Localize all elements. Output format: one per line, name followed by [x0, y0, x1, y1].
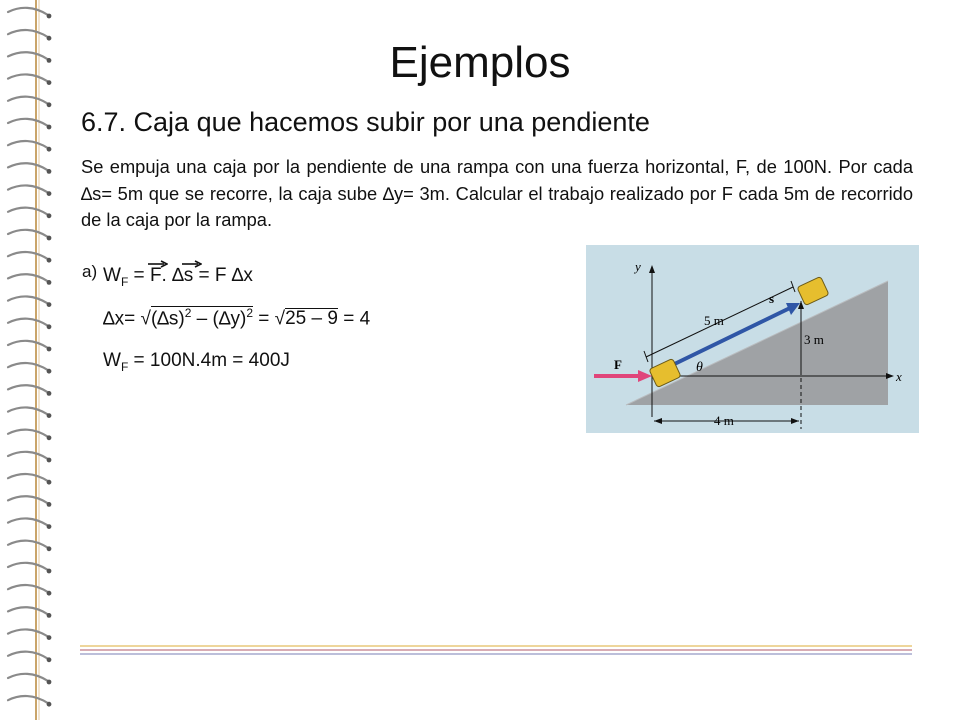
work-value: = 100N.4m = 400J [128, 350, 290, 371]
spiral-hole [47, 524, 52, 529]
exponent: 2 [246, 306, 253, 320]
spiral-hole [47, 302, 52, 307]
slide-title: Ejemplos [389, 38, 571, 87]
displacement-vector [184, 265, 194, 287]
spiral-hole [47, 236, 52, 241]
spiral-hole [47, 369, 52, 374]
spiral-hole [47, 280, 52, 285]
equals-root: = √ [253, 308, 286, 330]
work-symbol: W [103, 350, 121, 371]
delta-x-equation [103, 306, 370, 330]
spiral-hole [47, 147, 52, 152]
spiral-ring [8, 518, 48, 525]
spiral-hole [47, 458, 52, 463]
spiral-ring [8, 319, 48, 326]
spiral-hole [47, 324, 52, 329]
spiral-hole [47, 680, 52, 685]
spiral-hole [47, 613, 52, 618]
spiral-ring [8, 474, 48, 481]
problem-statement: Se empuja una caja por la pendiente de una rampa con una fuerza horizontal, F, de 100N. Por cada ∆s= 5m que se recorre, la caja sube ∆y= 3m. Calcular el trabajo realizado por F cada 5m de recorrido de la caja por la rampa. [81, 156, 913, 230]
ramp-figure [586, 245, 919, 433]
spiral-ring [8, 163, 48, 170]
displacement-label: s [769, 291, 775, 306]
work-definition [103, 265, 253, 289]
spiral-ring [8, 430, 48, 437]
vector-arrow-icon [182, 260, 202, 268]
vector-arrow-icon [148, 260, 168, 268]
spiral-hole [47, 702, 52, 707]
height-label: 3 m [804, 332, 824, 347]
radicand-value: 25 – 9 [285, 308, 338, 330]
y-axis-label: y [635, 259, 641, 274]
delta-y-term: – (∆y) [191, 308, 247, 330]
hypotenuse-label: 5 m [704, 313, 724, 328]
spiral-hole [47, 347, 52, 352]
spiral-hole [47, 591, 52, 596]
force-symbol: F [149, 265, 162, 286]
displacement-symbol: s [183, 265, 194, 286]
spiral-hole [47, 213, 52, 218]
spiral-hole [47, 569, 52, 574]
spiral-ring [8, 274, 48, 281]
spiral-ring [8, 607, 48, 614]
spiral-hole [47, 546, 52, 551]
spiral-ring [8, 8, 48, 15]
spiral-hole [47, 125, 52, 130]
radicand-2 [285, 308, 338, 330]
spiral-hole [47, 102, 52, 107]
spiral-ring [8, 208, 48, 215]
work-result [103, 350, 290, 374]
work-subscript: F [120, 359, 129, 374]
delta-x-lhs: ∆x= √ [103, 308, 151, 330]
spiral-ring [8, 341, 48, 348]
spiral-ring [8, 652, 48, 659]
spiral-ring [8, 185, 48, 192]
delta-x-result: = 4 [337, 308, 371, 330]
spiral-ring [8, 585, 48, 592]
equals-sign: = [128, 265, 150, 286]
spiral-hole [47, 502, 52, 507]
force-vector [150, 265, 162, 287]
spiral-hole [47, 191, 52, 196]
spiral-ring [8, 141, 48, 148]
spiral-ring [8, 629, 48, 636]
spiral-ring [8, 407, 48, 414]
spiral-ring [8, 296, 48, 303]
angle-label: θ [696, 360, 703, 375]
spiral-hole [47, 635, 52, 640]
spiral-ring [8, 452, 48, 459]
spiral-hole [47, 413, 52, 418]
spiral-hole [47, 391, 52, 396]
spiral-ring [8, 30, 48, 37]
dot-delta: . ∆ [161, 265, 184, 286]
spiral-hole [47, 169, 52, 174]
base-label: 4 m [714, 413, 734, 428]
work-subscript: F [120, 274, 129, 289]
spiral-hole [47, 480, 52, 485]
spiral-ring [8, 230, 48, 237]
force-label: F [614, 357, 622, 372]
spiral-ring [8, 696, 48, 703]
spiral-ring [8, 363, 48, 370]
spiral-hole [47, 258, 52, 263]
x-axis-label: x [896, 369, 902, 384]
spiral-ring [8, 385, 48, 392]
spiral-ring [8, 563, 48, 570]
spiral-hole [47, 657, 52, 662]
spiral-ring [8, 674, 48, 681]
spiral-ring [8, 97, 48, 104]
spiral-ring [8, 541, 48, 548]
work-symbol: W [103, 265, 121, 286]
spiral-ring [8, 252, 48, 259]
slide-subtitle: 6.7. Caja que hacemos subir por una pendiente [81, 107, 650, 137]
exponent: 2 [184, 306, 192, 320]
part-label: a) [82, 262, 98, 281]
spiral-hole [47, 14, 52, 19]
spiral-hole [47, 435, 52, 440]
spiral-ring [8, 496, 48, 503]
spiral-binding [0, 0, 60, 720]
footer-rule [80, 644, 912, 656]
spiral-ring [8, 119, 48, 126]
work-rhs: = F ∆x [193, 265, 253, 286]
delta-s-term: (∆s) [150, 308, 185, 330]
radicand-1 [151, 306, 253, 330]
